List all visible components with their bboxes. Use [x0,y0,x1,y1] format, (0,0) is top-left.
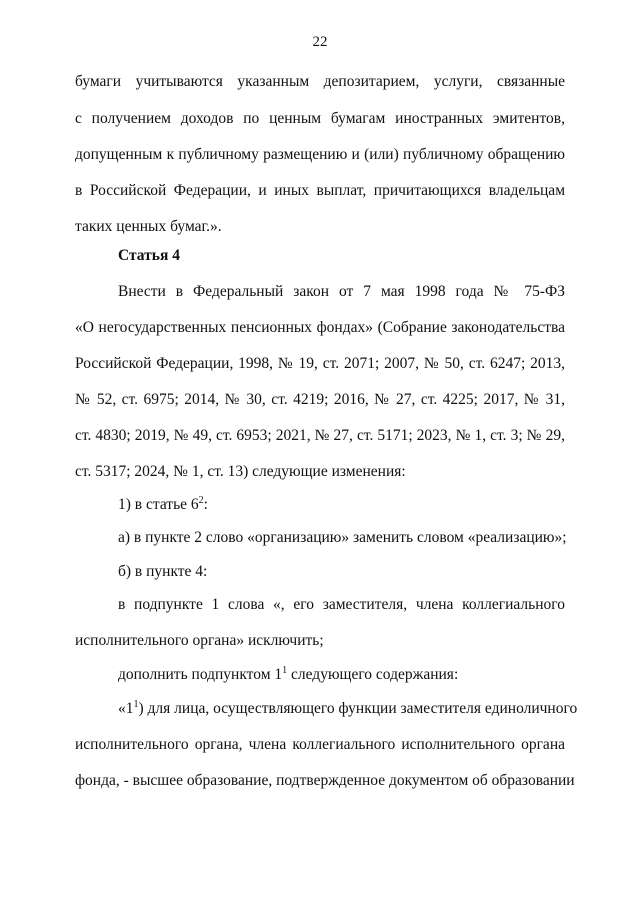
quote-line-1 [75,699,578,719]
article-intro-line-1: Внести в Федеральный закон от 7 мая 1998 года № 75-ФЗ [118,283,565,300]
article-heading: Статья 4 [118,247,180,264]
page-number: 22 [312,34,328,50]
article-intro-line-5: ст. 4830; 2019, № 49, ст. 6953; 2021, № 27, ст. 5171; 2023, № 1, ст. 3; № 29, [75,427,565,444]
item-1-text: 1) в статье 6 [118,496,199,513]
item-1-sup: 2 [198,495,204,506]
item-a: а) в пункте 2 слово «организацию» заменить словом «реализацию»; [118,529,567,546]
subpoint-1-line-1: в подпункте 1 слова «, его заместителя, члена коллегиального [118,596,565,613]
article-intro-line-2: «О негосударственных пенсионных фондах» (Собрание законодательства [75,319,565,336]
continuation-line-2: с получением доходов по ценным бумагам иностранных эмитентов, [75,110,565,127]
supplement-sup: 1 [282,665,288,676]
item-1-suffix: : [203,496,208,513]
quote-line-3: фонда, - высшее образование, подтвержденное документом об образовании [75,772,575,789]
subpoint-1-line-2: исполнительного органа» исключить; [75,632,324,649]
supplement-suffix: следующего содержания: [287,666,459,683]
quote-first-line-rest: ) для лица, осуществляющего функции заместителя единоличного [138,700,578,717]
continuation-line-1: бумаги учитываются указанным депозитарием, услуги, связанные [75,73,565,90]
supplement-text: дополнить подпунктом 1 [118,666,283,683]
quote-prefix: «1 [118,700,134,717]
continuation-line-3: допущенным к публичному размещению и (или) публичному обращению [75,146,565,163]
item-b: б) в пункте 4: [118,563,208,580]
quote-line-2: исполнительного органа, члена коллегиального исполнительного органа [75,736,565,753]
continuation-line-4: в Российской Федерации, и иных выплат, причитающихся владельцам [75,182,565,199]
article-intro-line-4: № 52, ст. 6975; 2014, № 30, ст. 4219; 2016, № 27, ст. 4225; 2017, № 31, [75,391,565,408]
continuation-line-5: таких ценных бумаг.». [75,218,222,235]
item-1 [75,495,565,515]
article-intro-line-3: Российской Федерации, 1998, № 19, ст. 2071; 2007, № 50, ст. 6247; 2013, [75,355,565,372]
supplement-line [75,665,565,685]
quote-sup: 1 [133,699,139,710]
article-intro-line-6: ст. 5317; 2024, № 1, ст. 13) следующие изменения: [75,463,406,480]
